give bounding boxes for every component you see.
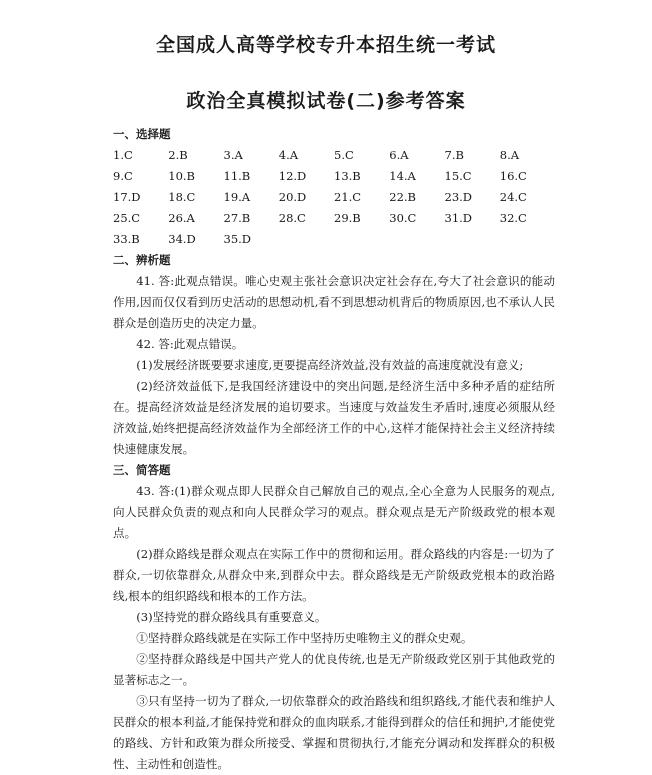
choice-answer: 34.D: [168, 232, 196, 246]
choice-answer: 30.C: [389, 211, 417, 225]
choice-answer: 9.C: [113, 169, 133, 183]
choice-answer: 21.C: [334, 190, 362, 204]
short-subpoint-3: ③只有坚持一切为了群众,一切依靠群众的政治路线和组织路线,才能代表和维护人民群众的根本利益,才能保持党和群众的血肉联系,才能得到群众的信任和拥护,才能使党的路线、方针和政策为群众所接受、掌握和贯彻执行,才能充分调动和发挥群众的积极性、主动性和创造性。: [113, 694, 555, 771]
choice-answer: 22.B: [389, 190, 416, 204]
answer-content: [113, 124, 555, 775]
choice-answer: 17.D: [113, 190, 141, 204]
choice-answer: 2.B: [168, 148, 188, 162]
choice-answer: 26.A: [168, 211, 195, 225]
analysis-point-1: (1)发展经济既要要求速度,更要提高经济效益,没有效益的高速度就没有意义;: [136, 358, 524, 372]
short-subpoint-2: ②坚持群众路线是中国共产党人的优良传统,也是无产阶级政党区别于其他政党的显著标志之一。: [113, 652, 555, 687]
choice-answer: 20.D: [278, 190, 307, 204]
choice-answer: 24.C: [499, 190, 527, 204]
analysis-answer-42: 42. 答:此观点错误。: [136, 337, 244, 351]
choice-answer: 16.C: [499, 169, 527, 183]
short-answer-43: 43. 答:(1)群众观点即人民群众自己解放自己的观点,全心全意为人民服务的观点,向人民群众负责的观点和向人民群众学习的观点。群众观点是无产阶级政党的根本观点。: [113, 484, 555, 540]
choice-answer: 25.C: [113, 211, 141, 225]
choice-answer: 11.B: [223, 169, 251, 183]
analysis-point-2: (2)经济效益低下,是我国经济建设中的突出问题,是经济生活中多种矛盾的症结所在。提高经济效益是经济发展的追切要求。当速度与效益发生矛盾时,速度必须服从经济效益,始终把提高经济效益作为全部经济工作的中心,这样才能保持社会主义经济持续快速健康发展。: [113, 379, 555, 456]
section-heading-analysis: 二、辨析题: [113, 253, 171, 267]
choice-answers-grid: [113, 145, 555, 250]
choice-answer: 23.D: [444, 190, 473, 204]
choice-answer: 32.C: [499, 211, 527, 225]
analysis-answer-41: 41. 答:此观点错误。唯心史观主张社会意识决定社会存在,夸大了社会意识的能动作用,因而仅仅看到历史活动的思想动机,看不到思想动机背后的物质原因,也不承认人民群众是创造历史的决定力量。: [113, 274, 555, 330]
choice-answer: 15.C: [444, 169, 472, 183]
choice-answer: 29.B: [334, 211, 361, 225]
choice-answer: 12.D: [278, 169, 307, 183]
choice-answer: 8.A: [499, 148, 520, 162]
choice-answer: 28.C: [278, 211, 306, 225]
choice-answer: 33.B: [113, 232, 140, 246]
choice-answer: 10.B: [168, 169, 195, 183]
short-point-3: (3)坚持党的群众路线具有重要意义。: [136, 610, 327, 624]
section-heading-choice: 一、选择题: [113, 127, 171, 141]
choice-answer: 18.C: [168, 190, 196, 204]
choice-answer: 13.B: [334, 169, 361, 183]
choice-answer: 35.D: [223, 232, 252, 246]
choice-answer: 19.A: [223, 190, 251, 204]
answer-key-title: 政治全真模拟试卷(二)参考答案: [186, 90, 466, 112]
choice-answer: 6.A: [389, 148, 409, 162]
choice-answer: 14.A: [389, 169, 416, 183]
choice-answer: 4.A: [278, 148, 299, 162]
exam-title: 全国成人高等学校专升本招生统一考试: [155, 34, 496, 56]
choice-answer: 7.B: [444, 148, 464, 162]
choice-answer: 31.D: [444, 211, 473, 225]
choice-answer: 1.C: [113, 148, 133, 162]
short-subpoint-1: ①坚持群众路线就是在实际工作中坚持历史唯物主义的群众史观。: [136, 631, 473, 645]
choice-answer: 5.C: [334, 148, 354, 162]
choice-answer: 27.B: [223, 211, 251, 225]
section-heading-short: 三、简答题: [113, 463, 171, 477]
choice-answer: 3.A: [223, 148, 243, 162]
short-point-2: (2)群众路线是群众观点在实际工作中的贯彻和运用。群众路线的内容是:一切为了群众,一切依靠群众,从群众中来,到群众中去。群众路线是无产阶级政党根本的政治路线,根本的组织路线和根本的工作方法。: [113, 547, 555, 603]
